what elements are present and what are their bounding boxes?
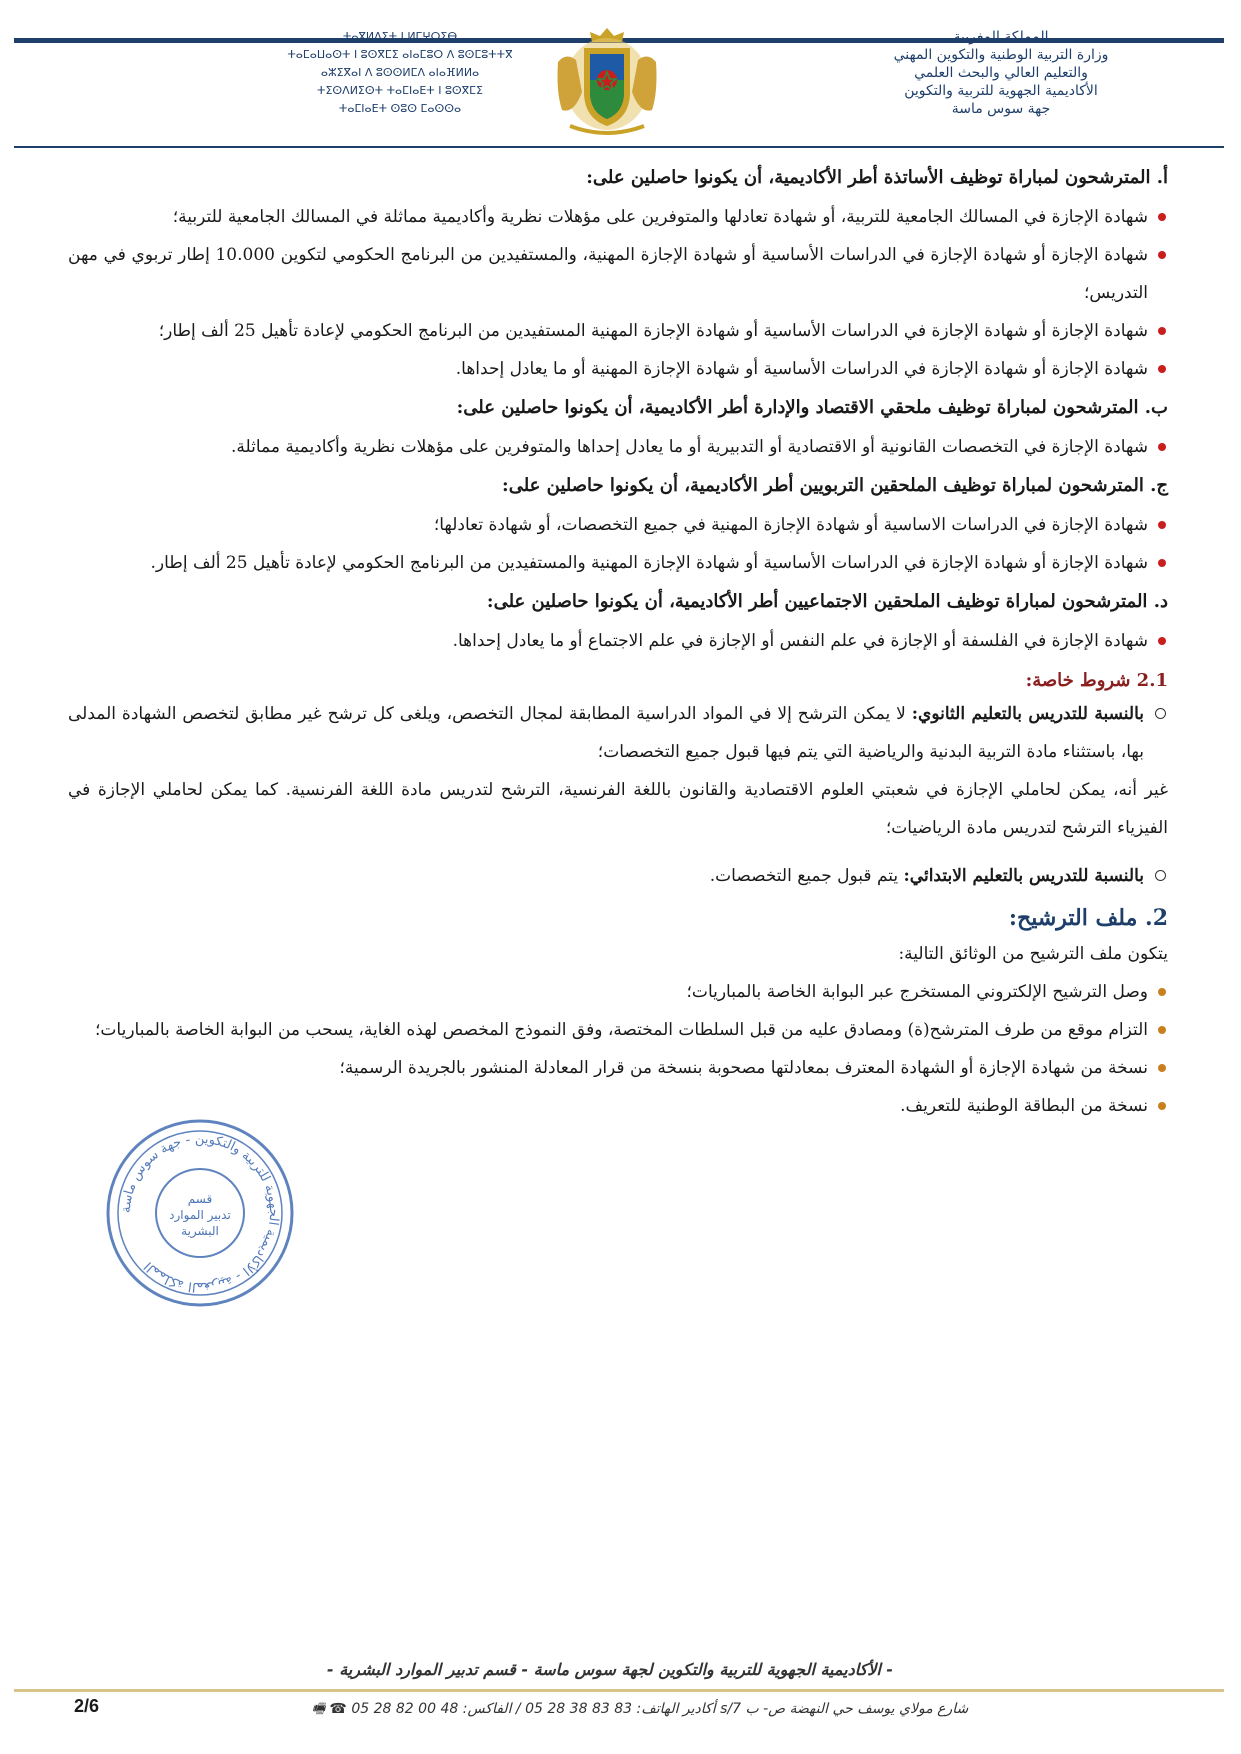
secondary-teaching-condition [68,695,1168,771]
section-c-list [68,506,1168,582]
primary-text: يتم قبول جميع التخصصات. [709,866,904,886]
header-arabic [821,28,1181,118]
header-tifinagh [255,28,545,118]
header-tifinagh-line: ⵜⵉⵙⴷⵍⵉⵙⵜ ⵜⴰⵎⵏⴰⴹⵜ ⵏ ⵓⵙⴳⵎⵉ [317,84,483,97]
list-item: شهادة الإجازة أو شهادة الإجازة في الدراسات الأساسية أو شهادة الإجازة المهنية، والمستفيدين من البرنامج الحكومي لتكوين 10.000 إطار تربوي في مهن التدريس؛ [68,236,1168,312]
stamp-center-line: البشرية [181,1224,219,1238]
secondary-label: بالنسبة للتدريس بالتعليم الثانوي: [911,704,1144,724]
header-tifinagh-line: ⴰⵣⵉⴳⴰⵏ ⴷ ⵓⵙⵙⵍⵎⴷ ⴰⵏⴰⴼⵍⵍⴰ [320,66,480,79]
stamp-center-line: قسم [187,1192,213,1206]
official-stamp [104,1117,296,1309]
list-item: شهادة الإجازة في التخصصات القانونية أو الاقتصادية أو التدبيرية أو ما يعادل إحداها والمتوفرين على مؤهلات نظرية وأكاديمية مماثلة. [68,428,1168,466]
application-file-heading: 2. ملف الترشيح: [1008,905,1168,931]
header-arabic-line: المملكة المغربية [953,29,1049,45]
list-item: نسخة من شهادة الإجازة أو الشهادة المعترف بمعادلتها مصحوبة بنسخة من قرار المعادلة المنشور بالجريدة الرسمية؛ [68,1049,1168,1087]
header-tifinagh-line: ⵜⴰⴳⵍⴷⵉⵜ ⵏ ⵍⵎⵖⵔⵉⴱ [342,30,458,43]
footer-rule [14,1689,1224,1692]
header-tifinagh-line: ⵜⴰⵎⵏⴰⴹⵜ ⵙⵓⵙ ⵎⴰⵙⵙⴰ [338,102,462,115]
document-body [68,160,1168,1131]
list-item: شهادة الإجازة في الدراسات الاساسية أو شهادة الإجازة المهنية في جميع التخصصات، أو شهادة تعادلها؛ [68,506,1168,544]
fax-icon: 🖷 [311,1701,325,1717]
list-item: التزام موقع من طرف المترشح(ة) ومصادق عليه من قبل السلطات المختصة، وفق النموذج المخصص لهذه الغاية، يسحب من البوابة الخاصة بالمباريات؛ [68,1011,1168,1049]
header-rule-thin [14,146,1224,148]
secondary-text: لا يمكن الترشح إلا في المواد الدراسية المطابقة لمجال التخصص، ويلغى كل ترشح غير مطابق لتخصص الشهادة المدلى بها، باستثناء مادة التربية البدنية والرياضية التي يتم فيها قبول جميع التخصصات؛ [68,704,1144,762]
footer-address [220,1698,1060,1722]
coat-of-arms-icon [548,22,666,140]
header-tifinagh-line: ⵜⴰⵎⴰⵡⴰⵙⵜ ⵏ ⵓⵙⴳⵎⵉ ⴰⵏⴰⵎⵓⵔ ⴷ ⵓⵙⵎⵓⵜⵜⴳ [287,48,513,61]
list-item: شهادة الإجازة أو شهادة الإجازة في الدراسات الأساسية أو شهادة الإجازة المهنية أو ما يعادل إحداها. [68,350,1168,388]
stamp-ring-text: المملكة المغربية - الأكاديمية الجهوية للتربية والتكوين - جهة سوس ماسة [118,1131,282,1295]
stamp-center-line: تدبير الموارد [169,1208,231,1222]
section-a-heading: أ. المترشحون لمباراة توظيف الأساتذة أطر الأكاديمية، أن يكونوا حاصلين على: [586,167,1168,188]
section-b-heading: ب. المترشحون لمباراة توظيف ملحقي الاقتصاد والإدارة أطر الأكاديمية، أن يكونوا حاصلين على: [456,397,1168,418]
list-item: نسخة من البطاقة الوطنية للتعريف. [68,1087,1168,1125]
application-file-list [68,973,1168,1125]
list-item: شهادة الإجازة أو شهادة الإجازة في الدراسات الأساسية أو شهادة الإجازة المهنية المستفيدين من البرنامج الحكومي لإعادة تأهيل 25 ألف إطار؛ [68,312,1168,350]
exception-note: غير أنه، يمكن لحاملي الإجازة في شعبتي العلوم الاقتصادية والقانون باللغة الفرنسية، الترشح لتدريس مادة اللغة الفرنسية. كما يمكن لحاملي الإجازة في الفيزياء الترشح لتدريس مادة الرياضيات؛ [68,780,1168,838]
list-item: شهادة الإجازة في المسالك الجامعية للتربية، أو شهادة تعادلها والمتوفرين على مؤهلات نظرية وأكاديمية مماثلة في المسالك الجامعية للتربية؛ [68,198,1168,236]
page-number: 2/6 [74,1696,100,1716]
section-d-list [68,622,1168,660]
header-arabic-line: وزارة التربية الوطنية والتكوين المهني [893,47,1109,63]
primary-teaching-condition [68,857,1168,895]
header-arabic-line: جهة سوس ماسة [951,101,1051,117]
section-a-list [68,198,1168,388]
list-item: شهادة الإجازة أو شهادة الإجازة في الدراسات الأساسية أو شهادة الإجازة المهنية والمستفيدين من البرنامج الحكومي لإعادة تأهيل 25 ألف إطار. [68,544,1168,582]
header-arabic-line: الأكاديمية الجهوية للتربية والتكوين [904,83,1098,99]
footer-institution: - الأكاديمية الجهوية للتربية والتكوين لجهة سوس ماسة - قسم تدبير الموارد البشرية - [327,1660,893,1679]
section-d-heading: د. المترشحون لمباراة توظيف الملحقين الاجتماعيين أطر الأكاديمية، أن يكونوا حاصلين على: [486,591,1168,612]
special-conditions-heading: 2.1 شروط خاصة: [1025,670,1168,691]
section-b-list [68,428,1168,466]
list-item: وصل الترشيح الإلكتروني المستخرج عبر البوابة الخاصة بالمباريات؛ [68,973,1168,1011]
application-file-intro: يتكون ملف الترشيح من الوثائق التالية: [898,944,1168,964]
section-c-heading: ج. المترشحون لمباراة توظيف الملحقين التربويين أطر الأكاديمية، أن يكونوا حاصلين على: [502,475,1168,496]
list-item: شهادة الإجازة في الفلسفة أو الإجازة في علم النفس أو الإجازة في علم الاجتماع أو ما يعادل إحداها. [68,622,1168,660]
header-arabic-line: والتعليم العالي والبحث العلمي [914,65,1088,81]
phone-icon: ☎ [329,1701,347,1717]
footer-address-text: شارع مولاي يوسف حي النهضة ص- ب 7/s أكادير الهاتف: 83 83 38 28 05 / الفاكس: 48 00 82 28 05 [351,1701,969,1717]
primary-label: بالنسبة للتدريس بالتعليم الابتدائي: [903,866,1144,886]
